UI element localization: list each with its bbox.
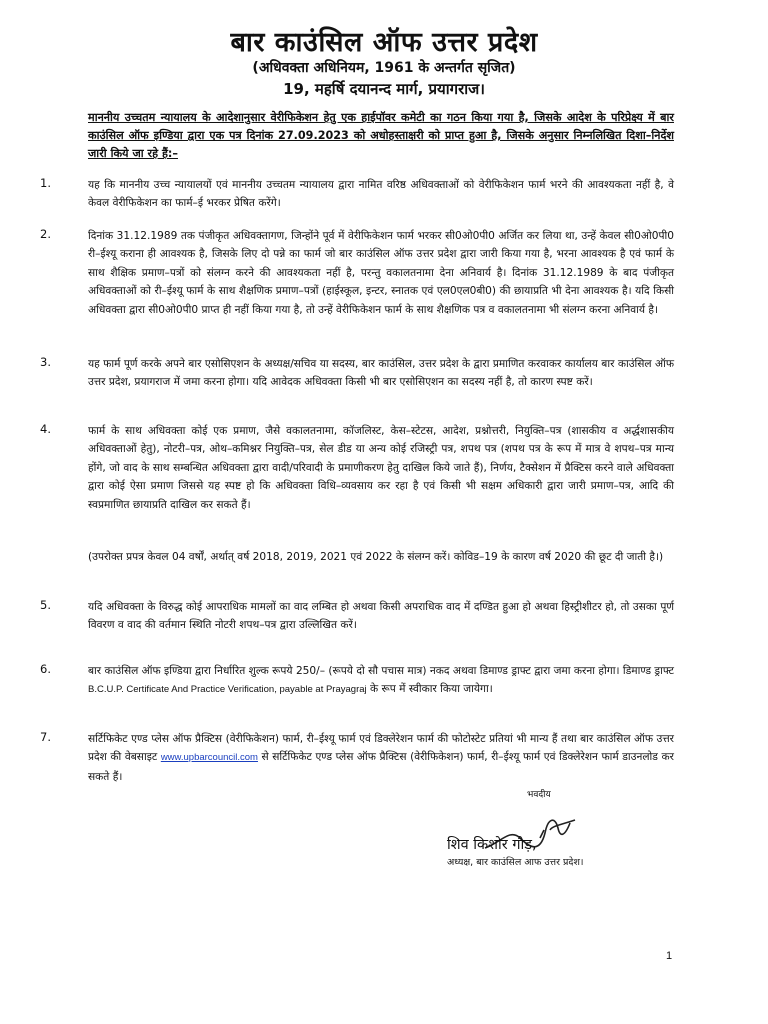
item-text-part: सर्टिफिकेट एण्ड प्लेस ऑफ प्रैक्टिस (वेरीफिकेशन) फार्म, री–ईश्यू फार्म एवं डिक्लेरेशन फार्म की फोटोस्टेट प्रतियां भी मान्य हैं तथा बार काउंसिल ऑफ उत्तर प्रदेश की वेबसाइट: [88, 733, 674, 764]
intro-paragraph: [88, 109, 674, 163]
item-text: यह फार्म पूर्ण करके अपने बार एसोसिएशन के अध्यक्ष/सचिव या सदस्य, बार काउंसिल, उत्तर प्रदेश के द्वारा प्रमाणित करवाकर कार्यालय बार काउंसिल ऑफ उत्तर प्रदेश, प्रयागराज में जमा करना होगा। यदि आवेदक अधिवक्ता किसी भी बार एसोसिएशन का सदस्य नहीं है, तो कारण स्पष्ट करें।: [88, 358, 674, 389]
item-text: [88, 662, 674, 700]
item-number: 4.: [40, 422, 51, 436]
item-number: 2.: [40, 227, 51, 241]
closing-text: भवदीय: [527, 790, 551, 800]
item-number: 7.: [40, 730, 51, 744]
item-text: यदि अधिवक्ता के विरुद्ध कोई आपराधिक मामलों का वाद लम्बित हो अथवा किसी अपराधिक वाद में दण्डित हुआ हो अथवा हिस्ट्रीशीटर हो, तो उसका पूर्ण विवरण व वाद की वर्तमान स्थिति नोटरी शपथ–पत्र द्वारा उल्लिखित करें।: [88, 601, 674, 632]
dd-payee: B.C.U.P. Certificate And Practice Verification, payable at Prayagraj: [88, 684, 367, 696]
item-number: 3.: [40, 355, 51, 369]
item-text: दिनांक 31.12.1989 तक पंजीकृत अधिवक्तागण, जिन्होंने पूर्व में वेरीफिकेशन फार्म भरकर सी0ओ0पी0 अर्जित कर लिया था, उन्हें केवल सी0ओ0पी0 री–ईश्यू कराना ही आवश्यक है, जिसके लिए दो पन्ने का फार्म जो बार काउंसिल ऑफ उत्तर प्रदेश द्वारा जारी किया गया है, भरना आवश्यक है एवं फार्म के साथ शैक्षिक प्रमाण–पत्रों को संलग्न करने की आवश्यकता नहीं है, परन्तु वकालतनामा देना अनिवार्य है। दिनांक 31.12.1989 के बाद पंजीकृत अधिवक्ताओं को री–ईश्यू फार्म के साथ शैक्षणिक प्रमाण–पत्रों (हाईस्कूल, इन्टर, स्नातक एवं एल0एल0बी0) की छायाप्रति भी देना आवश्यक है। यदि किसी अधिवक्ता द्वारा सी0ओ0पी0 प्राप्त ही नहीं किया गया है, तो उन्हें वेरीफिकेशन फार्म के साथ शैक्षणिक पत्र व वकालतनामा भी संलग्न करना अनिवार्य है।: [88, 230, 674, 316]
item-text: फार्म के साथ अधिवक्ता कोई एक प्रमाण, जैसे वकालतनामा, कॉजलिस्ट, केस–स्टेटस, आदेश, प्रश्नोत्तरी, नियुक्ति–पत्र (शासकीय व अर्द्धशासकीय अधिवक्ताओं हेतु), नोटरी–पत्र, ओथ–कमिश्नर नियुक्ति–पत्र, सेल डीड या अन्य कोई रजिस्ट्री पत्र, शपथ पत्र (शपथ पत्र के रूप में मात्र वे शपथ–पत्र मान्य होंगे, जो वाद के साथ सम्बन्धित अधिवक्ता द्वारा वादी/परिवादी के प्रमाणीकरण हेतु दाखिल किये जाते हैं), निर्णय, टैक्सेशन में प्रैक्टिस करने वाले अधिवक्ता द्वारा कोई ऐसा प्रमाण जिससे यह स्पष्ट हो कि अधिवक्ता विधि–व्यवसाय कर रहा है एवं किसी भी सक्षम अधिकारी द्वारा जारी प्रमाण–पत्र, आदि की स्वप्रमाणित छायाप्रति दाखिल कर सकते हैं।: [88, 425, 674, 511]
item-number: 5.: [40, 598, 51, 612]
item-text-part: बार काउंसिल ऑफ इण्डिया द्वारा निर्धारित शुल्क रूपये 250/– (रूपये दो सौ पचास मात्र) नकद अथवा डिमाण्ड ड्राफ्ट द्वारा जमा करना होगा। डिमाण्ड ड्राफ्ट: [88, 665, 674, 677]
item-text: यह कि माननीय उच्च न्यायालयों एवं माननीय उच्चतम न्यायालय द्वारा नामित वरिष्ठ अधिवक्ताओं को वेरीफिकेशन फार्म भरने की आवश्यकता नहीं है, वे केवल वेरीफिकेशन का फार्म–ई भरकर प्रेषित करेंगे।: [88, 179, 674, 210]
item-text: [88, 730, 674, 786]
address: 19, महर्षि दयानन्द मार्ग, प्रयागराज।: [283, 80, 485, 98]
item-text-part: के रूप में स्वीकार किया जायेगा।: [366, 683, 493, 696]
note-paragraph: (उपरोक्त प्रपत्र केवल 04 वर्षों, अर्थात् वर्ष 2018, 2019, 2021 एवं 2022 के संलग्न करें। कोविड–19 के कारण वर्ष 2020 की छूट दी जाती है।): [88, 551, 664, 563]
item-number: 1.: [40, 176, 51, 190]
page-number: 1: [666, 950, 673, 962]
signatory-title: अध्यक्ष, बार काउंसिल आफ उत्तर प्रदेश।: [447, 857, 584, 868]
item-text-part: से सर्टिफिकेट एण्ड प्लेस ऑफ प्रैक्टिस (वेरीफिकेशन) फार्म, री–ईश्यू फार्म एवं डिक्लेरेशन फार्म डाउनलोड कर सकते हैं।: [88, 751, 674, 783]
page-subtitle: (अधिवक्ता अधिनियम, 1961 के अन्तर्गत सृजित): [252, 60, 516, 76]
signatory-name: शिव किशोर गौड़,: [447, 837, 537, 853]
item-number: 6.: [40, 662, 51, 676]
website-link[interactable]: www.upbarcouncil.com: [160, 752, 258, 764]
intro-text: माननीय उच्चतम न्यायालय के आदेशानुसार वेरीफिकेशन हेतु एक हाईपॉवर कमेटी का गठन किया गया है, जिसके आदेश के परिप्रेक्ष्य में बार काउंसिल ऑफ इण्डिया द्वारा एक पत्र दिनांक 27.09.2023 को अधोहस्ताक्षरी को प्राप्त हुआ है, जिसके अनुसार निम्नलिखित दिशा–निर्देश जारी किये जा रहे हैं:–: [88, 111, 674, 160]
page-title: बार काउंसिल ऑफ उत्तर प्रदेश: [230, 27, 538, 58]
